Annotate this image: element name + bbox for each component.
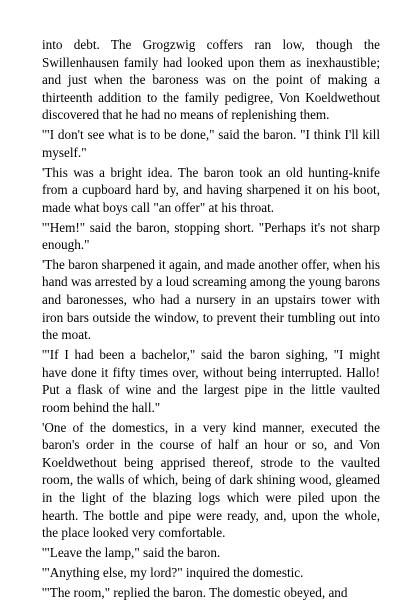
paragraph-9: '"Anything else, my lord?" inquired the domestic. (42, 564, 380, 582)
paragraph-6: '"If I had been a bachelor," said the baron sighing, "I might have done it fifty times over, without being interrupted. Hallo! Put a flask of wine and the largest pipe in the little vaulted room behind the hall." (42, 346, 380, 416)
paragraph-2: '"I don't see what is to be done," said the baron. "I think I'll kill myself." (42, 126, 380, 161)
paragraph-8: '"Leave the lamp," said the baron. (42, 544, 380, 562)
paragraph-4: '"Hem!" said the baron, stopping short. "Perhaps it's not sharp enough." (42, 219, 380, 254)
paragraph-10: '"The room," replied the baron. The domestic obeyed, and (42, 584, 380, 601)
paragraph-1: into debt. The Grogzwig coffers ran low, though the Swillenhausen family had looked upon them as inexhaustible; and just when the baroness was on the point of making a thirteenth addition to the family pedigree, Von Koeldwethout discovered that he had no means of replenishing them. (42, 36, 380, 124)
page-text (42, 36, 380, 601)
paragraph-5: 'The baron sharpened it again, and made another offer, when his hand was arrested by a loud screaming among the young barons and baronesses, who had a nursery in an upstairs tower with iron bars outside the window, to prevent their tumbling out into the moat. (42, 256, 380, 344)
paragraph-3: 'This was a bright idea. The baron took an old hunting-knife from a cupboard hard by, and having sharpened it on his boot, made what boys call "an offer" at his throat. (42, 164, 380, 217)
paragraph-7: 'One of the domestics, in a very kind manner, executed the baron's order in the course of half an hour or so, and Von Koeldwethout being apprised thereof, strode to the vaulted room, the walls of which, being of dark shining wood, gleamed in the light of the blazing logs which were piled upon the hearth. The bottle and pipe were ready, and, upon the whole, the place looked very comfortable. (42, 419, 380, 542)
